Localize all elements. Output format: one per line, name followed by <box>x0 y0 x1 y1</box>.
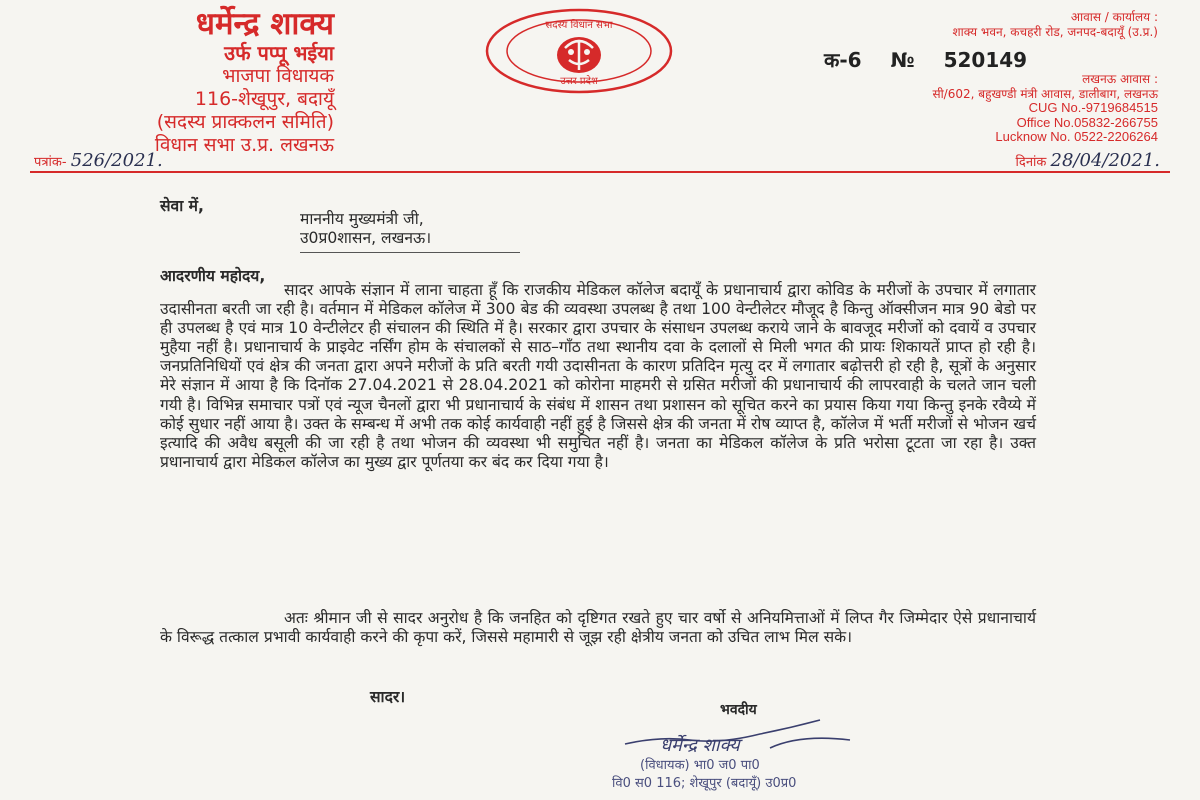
serial-number-line <box>824 46 1049 73</box>
assembly-seal-icon <box>485 8 673 94</box>
seal-bottom-text: उत्तर प्रदेश <box>560 76 598 87</box>
cug-number: CUG No.-9719684515 <box>1028 100 1158 115</box>
room-number: क-6 <box>824 48 862 72</box>
body-paragraph-2: अतः श्रीमान जी से सादर अनुरोध है कि जनहित को दृष्टिगत रखते हुए चार वर्षो से अनियमित्ताओं में लिप्त गैर जिम्मेदार ऐसे प्रधानाचार्य के विरूद्ध तत्काल प्रभावी कार्यवाही करने की कृपा करें, जिससे महामारी से जूझ रही क्षेत्रीय जनता को उचित लाभ मिल सके। <box>160 609 1036 647</box>
addressee-line-2: उ0प्र0शासन, लखनऊ। <box>300 229 432 247</box>
residence-label: आवास / कार्यालय : <box>1070 10 1158 24</box>
mla-party: भाजपा विधायक <box>222 65 334 87</box>
serial-number: 520149 <box>943 48 1028 72</box>
seal-top-text: सदस्य विधान सभा <box>545 20 613 31</box>
letter-date <box>1016 150 1160 171</box>
body-paragraph-1: सादर आपके संज्ञान में लाना चाहता हूँ कि राजकीय मेडिकल कॉलेज बदायूँ के प्रधानाचार्य द्वारा कोविड के मरीजों के उपचार में लगातार उदासीनता बरती जा रही है। वर्तमान में मेडिकल कॉलेज में 300 बेड की व्यवस्था उपलब्ध है तथा 100 वेन्टीलेटर मौजूद है किन्तु ऑक्सीजन मात्र 90 बेडो पर ही उपलब्ध है एवं मात्र 10 वेन्टीलेटर ही संचालन की स्थिति में है। सरकार द्वारा उपचार के संसाधन उपलब्ध कराये जाने के बावजूद मरीजों को दवायें व उपचार मुहैया नहीं है। प्रधानाचार्य के प्राइवेट नर्सिंग होम के संचालकों से साठ–गाँठ तथा स्थानीय दवा के दलालों से मिली भगत की प्रायः शिकायतें प्राप्त हो रही है। जनप्रतिनिधियों एवं क्षेत्र की जनता द्वारा अपने मरीजों के प्रति बरती गयी उदासीनता के कारण प्रतिदिन मृत्यु दर में लगातार बढ़ोत्तरी हो रही है, सूत्रों के अनुसार मेरे संज्ञान में आया है कि दिनॉक 27.04.2021 से 28.04.2021 को कोरोना माहमरी से ग्रसित मरीजों की प्रधानाचार्य की लापरवाही के चलते जान चली गयी है। विभिन्न समाचार पत्रों एवं न्यूज चैनलों द्वारा भी प्रधानाचार्य के संबंध में शासन तथा प्रशासन को सूचित करने का प्रयास किया गया किन्तु इनके रवैय्ये में कोई सुधार नहीं आया है। उक्त के सम्बन्ध में अभी तक कोई कार्यवाही नहीं हुई है जिससे क्षेत्र की जनता में रोष व्याप्त है, कॉलेज में भर्ती मरीजों से भोजन खर्च इत्यादि की अवैध बसूली की जा रही है तथा भोजन की व्यवस्था भी समुचित नहीं है। जनता का मेडिकल कॉलेज के प्रति भरोसा टूटता जा रहा है। उक्त प्रधानाचार्य द्वारा मेडिकल कॉलेज का मुख्य द्वार पूर्णतया कर बंद कर दिया गया है। <box>160 281 1036 471</box>
date-value: 28/04/2021. <box>1050 150 1160 171</box>
header-divider <box>30 171 1170 173</box>
office-number: Office No.05832-266755 <box>1016 114 1158 130</box>
mla-alias: उर्फ पप्पू भईया <box>224 41 334 65</box>
lucknow-address: सी/602, बहुखण्डी मंत्री आवास, डालीबाग, लखनऊ <box>932 86 1158 101</box>
reference-number <box>34 150 163 171</box>
signature-name: धर्मेन्द्र शाक्य <box>660 735 740 756</box>
yours-faithfully: भवदीय <box>720 702 757 718</box>
addressee <box>300 210 431 248</box>
reference-label: पत्रांक- <box>34 155 67 170</box>
letterhead-left <box>34 6 334 157</box>
seva-mein: सेवा में, <box>160 197 204 215</box>
lucknow-label: लखनऊ आवास : <box>1082 72 1158 86</box>
date-label: दिनांक <box>1015 155 1047 170</box>
addressee-underline <box>300 252 520 253</box>
mla-assembly: विधान सभा उ.प्र. लखनऊ <box>154 134 334 156</box>
letterhead-right-contacts <box>768 72 1158 145</box>
closing: सादर। <box>370 688 406 706</box>
greeting: आदरणीय महोदय, <box>160 267 266 285</box>
signature-title: (विधायक) भा0 ज0 पा0 <box>640 758 760 773</box>
mla-constituency: 116-शेखूपुर, बदायूँ <box>194 88 334 110</box>
residence-address: शाक्य भवन, कचहरी रोड, जनपद-बदायूँ (उ.प्र.) <box>952 25 1158 39</box>
mla-committee: (सदस्य प्राक्कलन समिति) <box>156 111 334 133</box>
lucknow-phone: Lucknow No. 0522-2206264 <box>995 129 1158 144</box>
addressee-line-1: माननीय मुख्यमंत्री जी, <box>300 210 424 228</box>
reference-value: 526/2021. <box>70 150 163 171</box>
letterhead-right-address <box>778 10 1158 40</box>
mla-name: धर्मेन्द्र शाक्य <box>195 6 334 42</box>
number-sign: № <box>890 48 915 72</box>
signature-constituency: वि0 स0 116; शेखूपुर (बदायूँ) उ0प्र0 <box>612 776 797 791</box>
signature-scribble-icon <box>620 714 860 754</box>
